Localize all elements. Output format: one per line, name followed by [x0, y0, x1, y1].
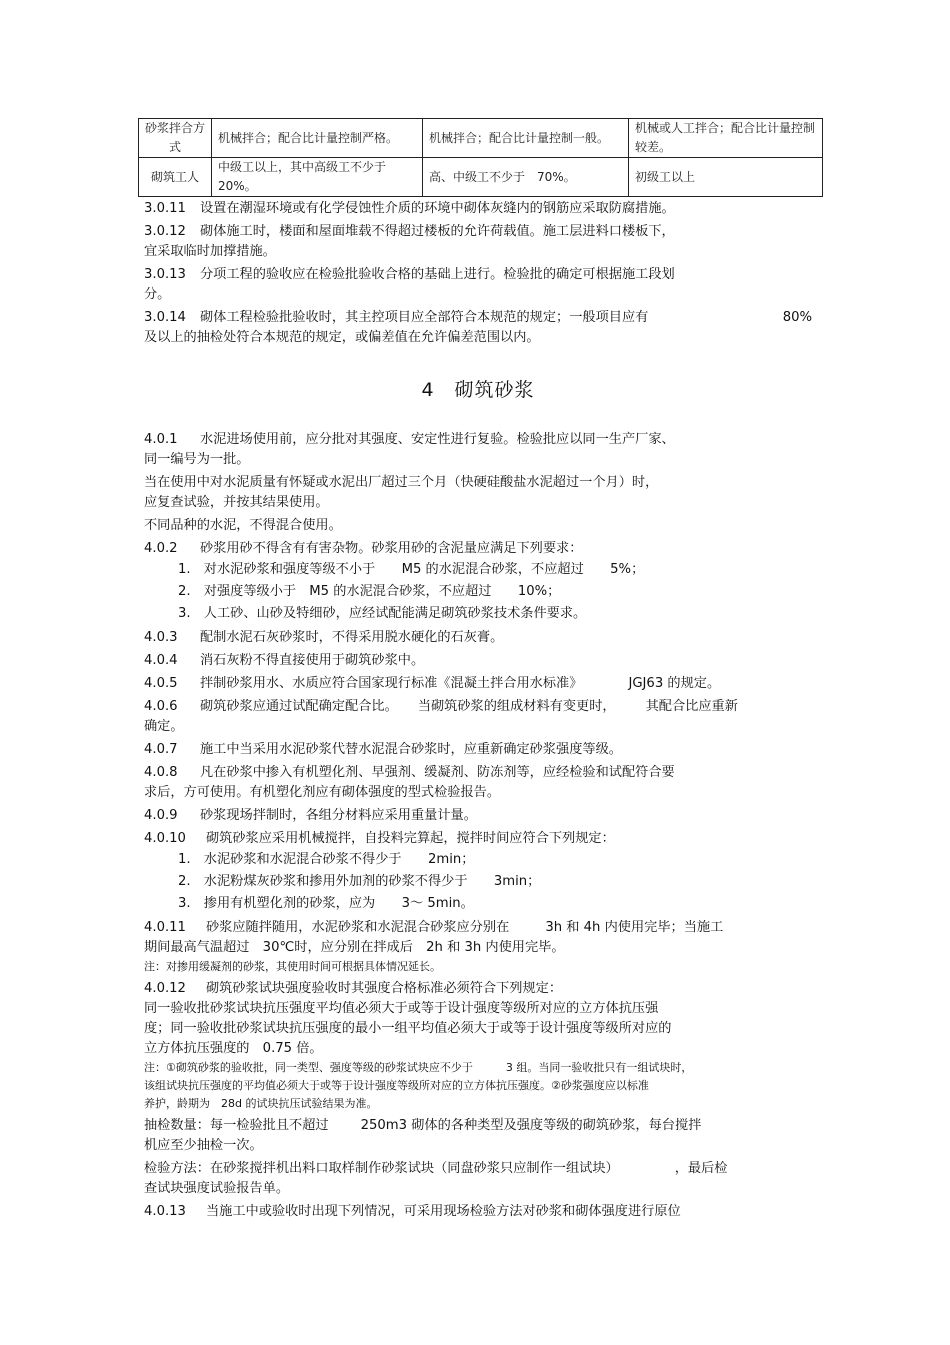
list-item: 3. 人工砂、山砂及特细砂，应经试配能满足砌筑砂浆技术条件要求。 — [178, 606, 587, 621]
clause-4-0-12: 4.0.12 砌筑砂浆试块强度验收时其强度合格标准必须符合下列规定： — [144, 981, 563, 996]
clause-4-0-5: 4.0.5 拌制砂浆用水、水质应符合国家现行标准《混凝土拌合用水标准》 JGJ63 的规定。 — [144, 676, 721, 691]
table-cell: 高、中级工不少于 70%。 — [423, 158, 629, 197]
clause-4-0-1-note: 当在使用中对水泥质量有怀疑或水泥出厂超过三个月（快硬硅酸盐水泥超过一个月）时， 应复查试验，并按其结果使用。 — [144, 475, 659, 510]
clause-4-0-9: 4.0.9 砂浆现场拌制时，各组分材料应采用重量计量。 — [144, 808, 477, 823]
list-item: 1. 对水泥砂浆和强度等级不小于 M5 的水泥混合砂浆，不应超过 5%； — [178, 562, 645, 577]
clause-4-0-1-extra: 不同品种的水泥，不得混合使用。 — [144, 518, 342, 533]
document-body — [144, 199, 812, 1222]
clause-3-0-14: 3.0.14 砌体工程检验批验收时，其主控项目应全部符合本规范的规定；一般项目应有 80% 及以上的抽检处符合本规范的规定，或偏差值在允许偏差范围以内。 — [144, 310, 812, 345]
sampling-quantity: 抽检数量：每一检验批且不超过 250m3 砌体的各种类型及强度等级的砌筑砂浆，每台搅拌 机应至少抽检一次。 — [144, 1118, 702, 1153]
list-item: 1. 水泥砂浆和水泥混合砂浆不得少于 2min； — [178, 852, 475, 867]
table-row-header: 砌筑工人 — [139, 158, 212, 197]
inspection-method: 检验方法：在砂浆搅拌机出料口取样制作砂浆试块（同盘砂浆只应制作一组试块） ，最后检 查试块强度试验报告单。 — [144, 1161, 728, 1196]
list-item: 2. 水泥粉煤灰砂浆和掺用外加剂的砂浆不得少于 3min； — [178, 874, 541, 889]
clause-4-0-6: 4.0.6 砌筑砂浆应通过试配确定配合比。 当砌筑砂浆的组成材料有变更时， 其配合比应重新 确定。 — [144, 699, 738, 734]
clause-4-0-8: 4.0.8 凡在砂浆中掺入有机塑化剂、早强剂、缓凝剂、防冻剂等，应经检验和试配符合要 求后，方可使用。有机塑化剂应有砌体强度的型式检验报告。 — [144, 765, 675, 800]
clause-3-0-12: 3.0.12 砌体施工时，楼面和屋面堆载不得超过楼板的允许荷载值。施工层进料口楼板下， 宜采取临时加撑措施。 — [144, 224, 675, 259]
table-row — [139, 119, 823, 158]
clause-4-0-13: 4.0.13 当施工中或验收时出现下列情况，可采用现场检验方法对砂浆和砌体强度进行原位 — [144, 1204, 681, 1219]
clause-4-0-4: 4.0.4 消石灰粉不得直接使用于砌筑砂浆中。 — [144, 653, 425, 668]
clause-4-0-12-body: 同一验收批砂浆试块抗压强度平均值必须大于或等于设计强度等级所对应的立方体抗压强 度；同一验收批砂浆试块抗压强度的最小一组平均值必须大于或等于设计强度等级所对应的 立方体抗压强度的 0.75 倍。 — [144, 1001, 672, 1056]
section-heading: 4 砌筑砂浆 — [421, 379, 535, 401]
list-item: 3. 掺用有机塑化剂的砂浆，应为 3～ 5min。 — [178, 896, 474, 911]
table-row-header: 砂浆拌合方式 — [139, 119, 212, 158]
clause-3-0-13: 3.0.13 分项工程的验收应在检验批验收合格的基础上进行。检验批的确定可根据施工段划 分。 — [144, 267, 675, 302]
note: 注：①砌筑砂浆的验收批，同一类型、强度等级的砂浆试块应不少于 3 组。当同一验收批只有一组试块时， 该组试块抗压强度的平均值必须大于或等于设计强度等级所对应的立方体抗压强度。②砂浆强度应以标准 养护，龄期为 28d 的试块抗压试验结果为准。 — [144, 1061, 693, 1110]
clause-4-0-2: 4.0.2 砂浆用砂不得含有有害杂物。砂浆用砂的含泥量应满足下列要求： — [144, 541, 583, 556]
table-cell: 初级工以上 — [629, 158, 823, 197]
clause-3-0-11: 3.0.11 设置在潮湿环境或有化学侵蚀性介质的环境中砌体灰缝内的钢筋应采取防腐措施。 — [144, 201, 675, 216]
clause-4-0-10: 4.0.10 砌筑砂浆应采用机械搅拌，自投料完算起，搅拌时间应符合下列规定： — [144, 831, 615, 846]
table-cell: 中级工以上，其中高级工不少于 20%。 — [212, 158, 423, 197]
construction-quality-table — [138, 118, 823, 197]
table-row — [139, 158, 823, 197]
clause-4-0-11: 4.0.11 砂浆应随拌随用，水泥砂浆和水泥混合砂浆应分别在 3h 和 4h 内使用完毕；当施工 期间最高气温超过 30℃时，应分别在拌成后 2h 和 3h 内使用完毕。 — [144, 920, 724, 955]
note: 注：对掺用缓凝剂的砂浆，其使用时间可根据具体情况延长。 — [144, 960, 441, 973]
table-cell: 机械拌合；配合比计量控制严格。 — [212, 119, 423, 158]
clause-4-0-1: 4.0.1 水泥进场使用前，应分批对其强度、安定性进行复验。检验批应以同一生产厂家、 同一编号为一批。 — [144, 432, 675, 467]
table-cell: 机械或人工拌合；配合比计量控制较差。 — [629, 119, 823, 158]
table-cell: 机械拌合；配合比计量控制一般。 — [423, 119, 629, 158]
clause-4-0-3: 4.0.3 配制水泥石灰砂浆时，不得采用脱水硬化的石灰膏。 — [144, 630, 504, 645]
list-item: 2. 对强度等级小于 M5 的水泥混合砂浆，不应超过 10%； — [178, 584, 561, 599]
clause-4-0-7: 4.0.7 施工中当采用水泥砂浆代替水泥混合砂浆时，应重新确定砂浆强度等级。 — [144, 742, 622, 757]
